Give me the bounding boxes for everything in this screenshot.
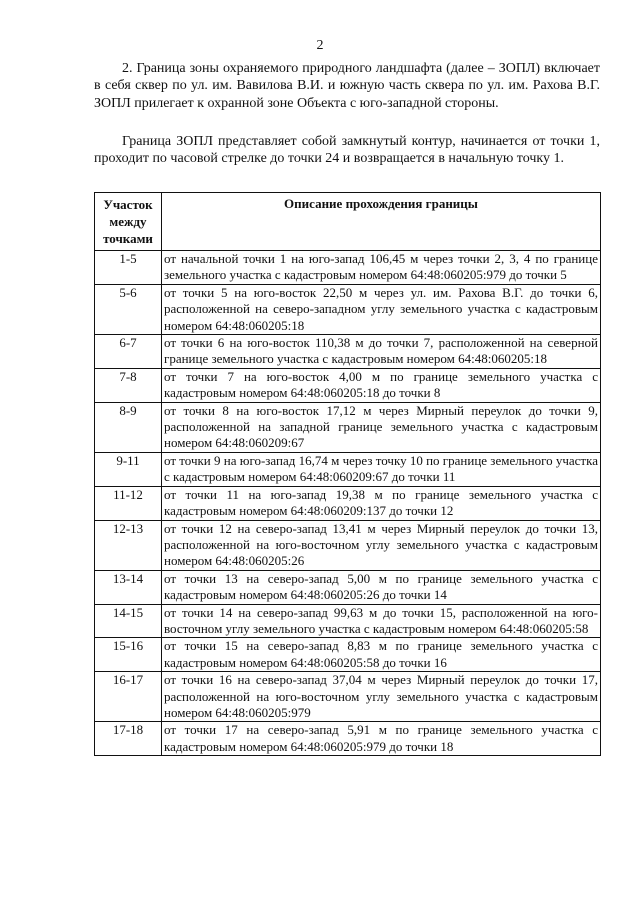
- table-row: [95, 570, 601, 604]
- description-cell: от точки 8 на юго-восток 17,12 м через Мирный переулок до точки 9, расположенной на западной границе земельного участка с кадастровым номером 64:48:060209:67: [162, 402, 601, 452]
- description-cell: от точки 11 на юго-запад 19,38 м по границе земельного участка с кадастровым номером 64:48:060209:137 до точки 12: [162, 486, 601, 520]
- table-row: [95, 284, 601, 334]
- table-row: [95, 486, 601, 520]
- table-row: [95, 335, 601, 369]
- segment-cell: 6-7: [95, 335, 162, 369]
- description-cell: от точки 14 на северо-запад 99,63 м до точки 15, расположенной на юго-восточном углу земельного участка с кадастровым номером 64:48:060205:58: [162, 604, 601, 638]
- segment-cell: 14-15: [95, 604, 162, 638]
- segment-cell: 7-8: [95, 368, 162, 402]
- page-number: 2: [316, 38, 324, 53]
- table-row: [95, 604, 601, 638]
- description-cell: от точки 6 на юго-восток 110,38 м до точки 7, расположенной на северной границе земельного участка с кадастровым номером 64:48:060205:18: [162, 335, 601, 369]
- segment-cell: 9-11: [95, 452, 162, 486]
- description-cell: от точки 5 на юго-восток 22,50 м через ул. им. Рахова В.Г. до точки 6, расположенной на северо-западном углу земельного участка с кадастровым номером 64:48:060205:18: [162, 284, 601, 334]
- table-header-row: [95, 193, 601, 251]
- table-row: [95, 452, 601, 486]
- table-row: [95, 368, 601, 402]
- description-cell: от точки 16 на северо-запад 37,04 м через Мирный переулок до точки 17, расположенной на юго-восточном углу земельного участка с кадастровым номером 64:48:060205:979: [162, 672, 601, 722]
- paragraph-text: 2. Граница зоны охраняемого природного ландшафта (далее – ЗОПЛ) включает в себя сквер по ул. им. Вавилова В.И. и южную часть сквера по ул. им. Рахова В.Г. ЗОПЛ прилегает к охранной зоне Объекта с юго-западной стороны.: [94, 61, 600, 111]
- paragraph-zone-boundary: [94, 60, 600, 112]
- description-cell: от точки 15 на северо-запад 8,83 м по границе земельного участка с кадастровым номером 64:48:060205:58 до точки 16: [162, 638, 601, 672]
- header-segment: Участок между точками: [95, 193, 162, 251]
- paragraph-text: Граница ЗОПЛ представляет собой замкнутый контур, начинается от точки 1, проходит по часовой стрелке до точки 24 и возвращается в начальную точку 1.: [94, 134, 600, 167]
- segment-cell: 12-13: [95, 520, 162, 570]
- table-row: [95, 722, 601, 756]
- paragraph-contour-description: [94, 133, 600, 168]
- segment-cell: 5-6: [95, 284, 162, 334]
- segment-cell: 16-17: [95, 672, 162, 722]
- description-cell: от точки 17 на северо-запад 5,91 м по границе земельного участка с кадастровым номером 64:48:060205:979 до точки 18: [162, 722, 601, 756]
- segment-cell: 17-18: [95, 722, 162, 756]
- table-row: [95, 638, 601, 672]
- table-row: [95, 672, 601, 722]
- table-row: [95, 251, 601, 285]
- segment-cell: 15-16: [95, 638, 162, 672]
- header-description: Описание прохождения границы: [162, 193, 601, 251]
- description-cell: от точки 12 на северо-запад 13,41 м через Мирный переулок до точки 13, расположенной на юго-восточном углу земельного участка с кадастровым номером 64:48:060205:26: [162, 520, 601, 570]
- segment-cell: 8-9: [95, 402, 162, 452]
- description-cell: от точки 9 на юго-запад 16,74 м через точку 10 по границе земельного участка с кадастровым номером 64:48:060209:67 до точки 11: [162, 452, 601, 486]
- table-row: [95, 520, 601, 570]
- boundary-table: [94, 192, 601, 756]
- segment-cell: 1-5: [95, 251, 162, 285]
- description-cell: от точки 13 на северо-запад 5,00 м по границе земельного участка с кадастровым номером 64:48:060205:26 до точки 14: [162, 570, 601, 604]
- description-cell: от точки 7 на юго-восток 4,00 м по границе земельного участка с кадастровым номером 64:48:060205:18 до точки 8: [162, 368, 601, 402]
- segment-cell: 13-14: [95, 570, 162, 604]
- table-row: [95, 402, 601, 452]
- description-cell: от начальной точки 1 на юго-запад 106,45 м через точки 2, 3, 4 по границе земельного участка с кадастровым номером 64:48:060205:979 до точки 5: [162, 251, 601, 285]
- segment-cell: 11-12: [95, 486, 162, 520]
